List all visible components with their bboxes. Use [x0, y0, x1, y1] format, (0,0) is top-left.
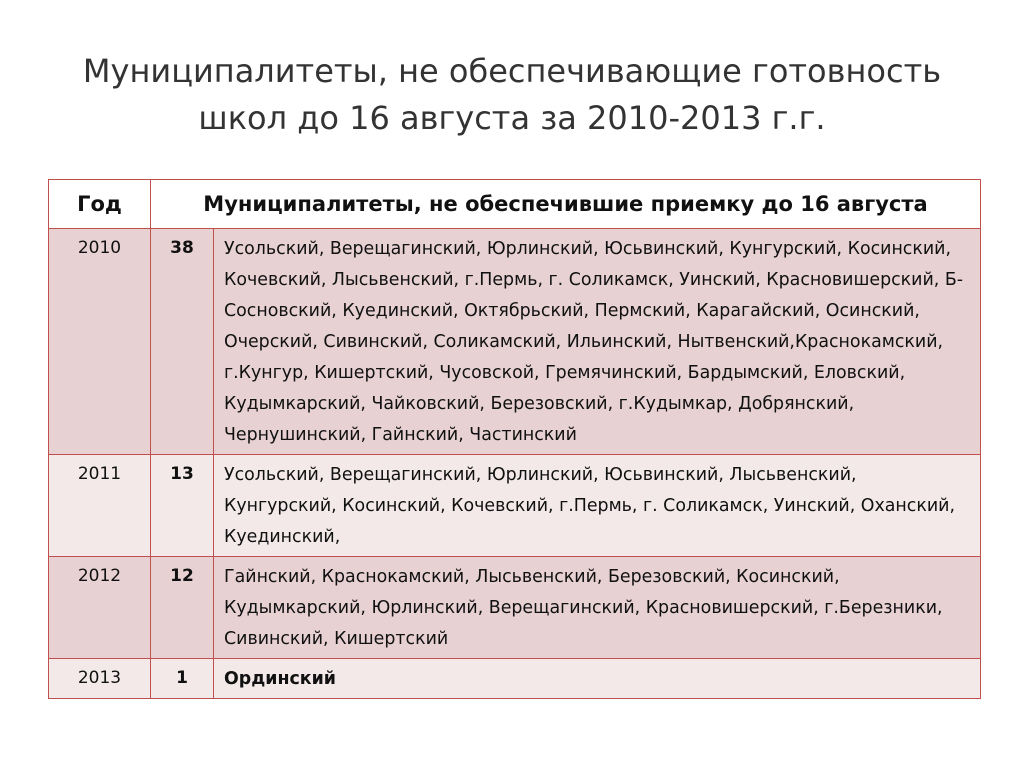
- year-cell: 2013: [49, 659, 151, 699]
- table-header-row: [49, 180, 981, 229]
- header-year: Год: [49, 180, 151, 229]
- year-cell: 2011: [49, 455, 151, 557]
- count-cell: 13: [151, 455, 214, 557]
- table-row-2012: [49, 557, 981, 659]
- municipality-list-cell: Усольский, Верещагинский, Юрлинский, Юсьвинский, Кунгурский, Косинский, Кочевский, Лысьвенский, г.Пермь, г. Соликамск, Уинский, Красновишерский, Б-Сосновский, Куединский, Октябрьский, Пермский, Карагайский, Осинский, Очерский, Сивинский, Соликамский, Ильинский, Нытвенский,Краснокамский, г.Кунгур, Кишертский, Чусовской, Гремячинский, Бардымский, Еловский, Кудымкарский, Чайковский, Березовский, г.Кудымкар, Добрянский, Чернушинский, Гайнский, Частинский: [214, 229, 981, 455]
- table-row-2011: [49, 455, 981, 557]
- slide-title-line-2: школ до 16 августа за 2010-2013 г.г.: [198, 99, 826, 137]
- municipality-list-cell: Гайнский, Краснокамский, Лысьвенский, Березовский, Косинский, Кудымкарский, Юрлинский, Верещагинский, Красновишерский, г.Березники, Сивинский, Кишертский: [214, 557, 981, 659]
- header-municipalities: Муниципалитеты, не обеспечившие приемку до 16 августа: [151, 180, 981, 229]
- year-cell: 2010: [49, 229, 151, 455]
- municipality-list-cell: Усольский, Верещагинский, Юрлинский, Юсьвинский, Лысьвенский, Кунгурский, Косинский, Кочевский, г.Пермь, г. Соликамск, Уинский, Оханский, Куединский,: [214, 455, 981, 557]
- municipality-list-cell: Ординский: [214, 659, 981, 699]
- year-cell: 2012: [49, 557, 151, 659]
- table-row-2013: [49, 659, 981, 699]
- slide-title: [60, 48, 964, 142]
- count-cell: 12: [151, 557, 214, 659]
- count-cell: 38: [151, 229, 214, 455]
- table-row-2010: [49, 229, 981, 455]
- count-cell: 1: [151, 659, 214, 699]
- municipalities-table: [48, 179, 981, 699]
- slide-title-line-1: Муниципалитеты, не обеспечивающие готовность: [82, 52, 942, 90]
